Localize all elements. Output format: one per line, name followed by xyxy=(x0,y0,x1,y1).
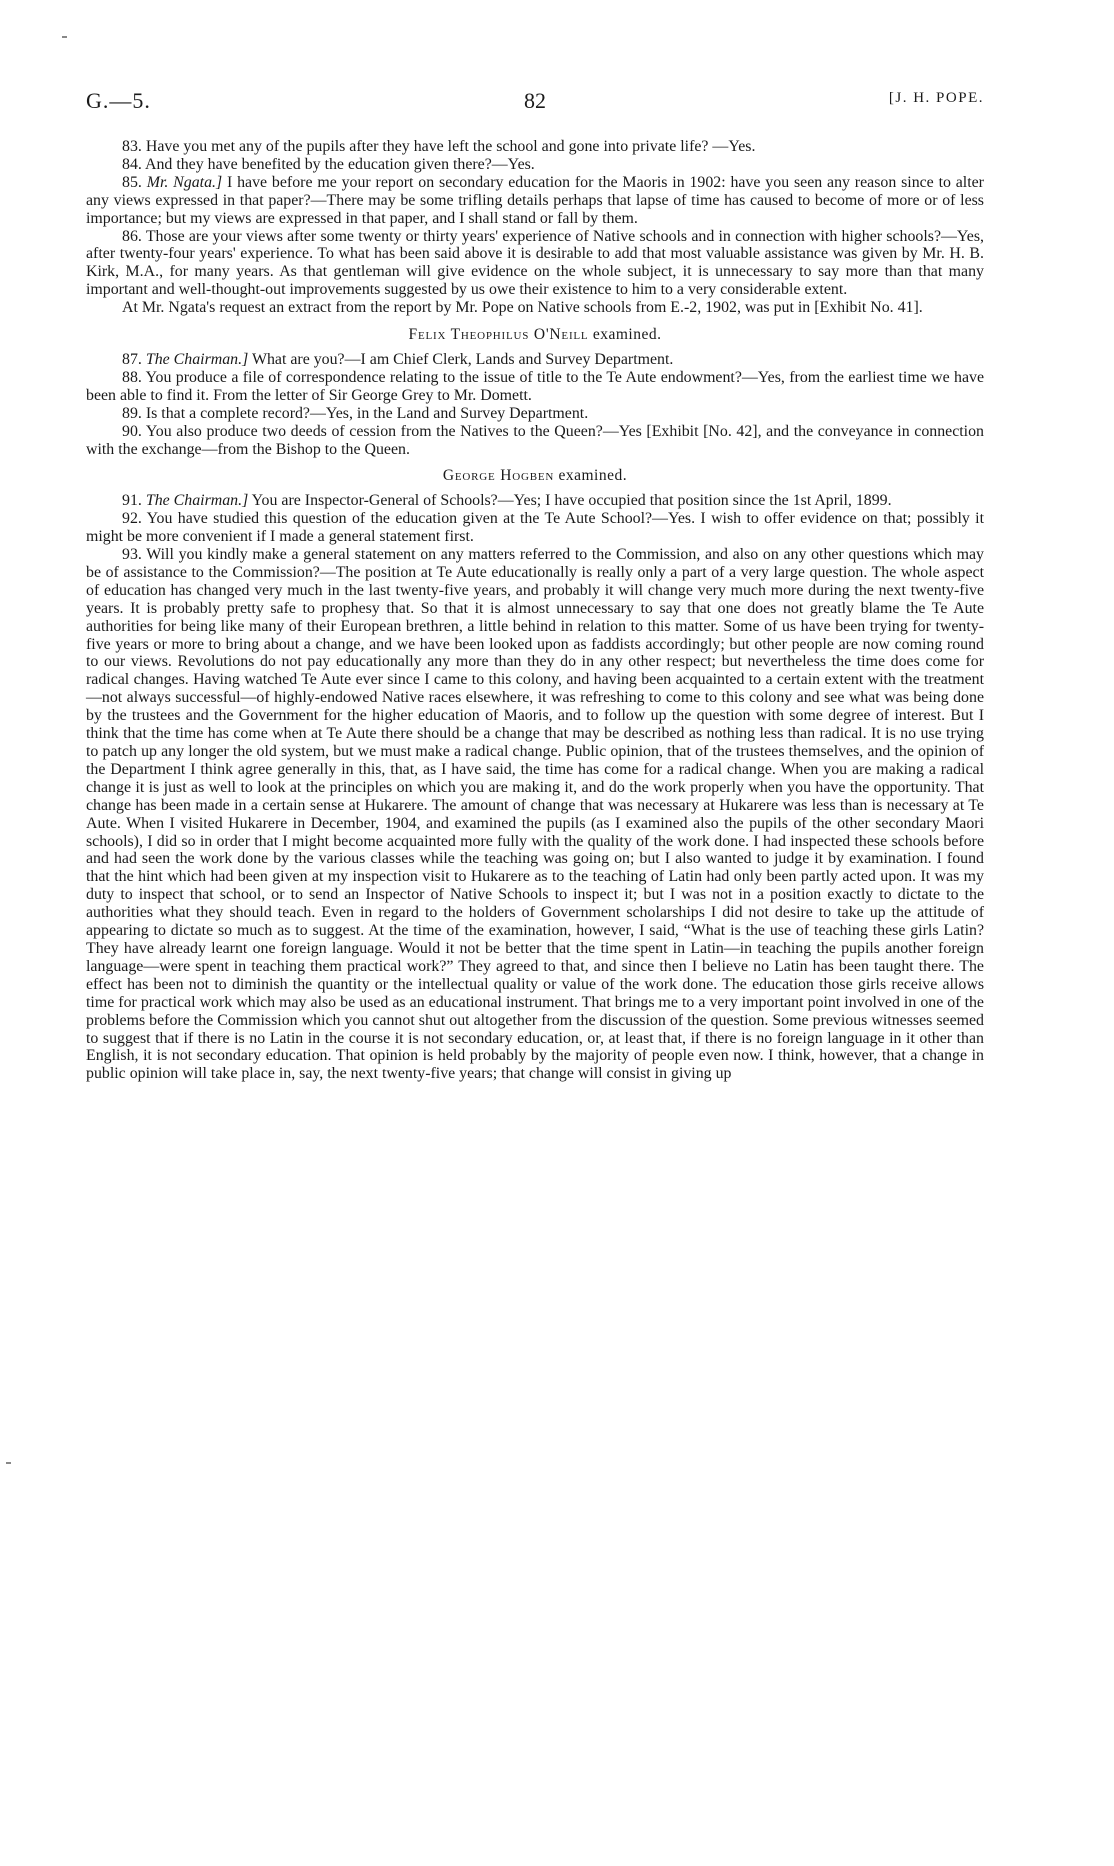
question-number: 83. xyxy=(122,138,142,155)
paragraph-text: At Mr. Ngata's request an extract from the report by Mr. Pope on Native schools from E.-2, 1902, was put in [Exhibit No. 41]. xyxy=(122,299,923,317)
scan-mark-left xyxy=(6,1462,11,1464)
paragraph-text: And they have benefited by the education given there?—Yes. xyxy=(144,155,535,173)
paragraph-text: What are you?—I am Chief Clerk, Lands and Survey Department. xyxy=(251,350,674,368)
paragraph-85 xyxy=(86,174,984,228)
witness-suffix: examined. xyxy=(592,326,662,344)
paragraph-text: You are Inspector-General of Schools?—Yes; I have occupied that position since the 1st April, 1899. xyxy=(251,492,892,510)
paragraph-text: Is that a complete record?—Yes, in the Land and Survey Department. xyxy=(145,404,589,422)
speaker-lead: Mr. Ngata.] xyxy=(146,173,223,191)
question-number: 85. xyxy=(122,173,142,191)
page-number: 82 xyxy=(524,88,546,113)
witness-heading-hogben xyxy=(86,467,984,485)
paragraph-84 xyxy=(86,156,984,174)
paragraph-90 xyxy=(86,423,984,459)
paragraph-text: You produce a file of correspondence relating to the issue of title to the Te Aute endowment?—Yes, from the earliest time we have been able to find it. From the letter of Sir George Grey to Mr. Domett. xyxy=(86,368,984,404)
witness-name: George Hogben xyxy=(442,467,555,485)
paragraph-86 xyxy=(86,228,984,300)
witness-running-head: [J. H. POPE. xyxy=(888,90,984,106)
paragraph-93 xyxy=(86,546,984,1083)
paragraph-text: You also produce two deeds of cession from the Natives to the Queen?—Yes [Exhibit [No. 42], and the conveyance in connection with the exchange—from the Bishop to the Queen. xyxy=(86,422,984,458)
paragraph-text: You have studied this question of the education given at the Te Aute School?—Yes. I wish to offer evidence on that; possibly it might be more convenient if I made a general statement first. xyxy=(86,510,984,546)
document-body xyxy=(86,138,984,1083)
question-number: 86. xyxy=(122,227,142,245)
paragraph-88 xyxy=(86,369,984,405)
paragraph-92 xyxy=(86,510,984,546)
question-number: 92. xyxy=(122,510,142,528)
speaker-lead: The Chairman.] xyxy=(145,492,249,510)
paragraph-text: Will you kindly make a general statement on any matters referred to the Commission, and also on any other questions which may be of assistance to the Commission?—The position at Te Aute educationally is really only a part of a very large question. The whole aspect of education has changed very much in the last twenty-five years, and probably it will change very much more during the next twenty-five years. It is probably pretty safe to prophesy that. So that it is almost unnecessary to say that one does not greatly blame the Te Aute authorities for being like many of their European brethren, a little behind in relation to this matter. Some of us have been trying for twenty-five years or more to bring about a change, and we have been looked upon as faddists accordingly; but other people are now coming round to our views. Revolutions do not pay educationally any more than they do in any other respect; but nevertheless the time does come for radical changes. Having watched Te Aute ever since I came to this colony, and having been acquainted to a certain extent with the treatment—not always successful—of highly-endowed Native races elsewhere, it was refreshing to come to this colony and see what was being done by the trustees and the Government for the higher education of Maoris, and to follow up the question with some degree of interest. But I think that the time has come when at Te Aute there should be a change that may be described as nothing less than radical. It is no use trying to patch up any longer the old system, but we must make a radical change. Public opinion, that of the trustees themselves, and the opinion of the Department I think agree generally in this, that, as I have said, the time has come for a radical change. When you are making a radical change it is just as well to look at the principles on which you are making it, and do the work properly when you have the opportunity. That change has been made in a certain sense at Hukarere. The amount of change that was necessary at Hukarere was less than is necessary at Te Aute. When I visited Hukarere in December, 1904, and examined the pupils (as I examined also the pupils of the other secondary Maori schools), I did so in order that I might become acquainted more fully with the quality of the work done. I had inspected these schools before and had seen the work done by the various classes while the teaching was going on; but I also wanted to judge it by examination. I found that the hint which had been given at my inspection visit to Hukarere as to the teaching of Latin had only been partly acted upon. It was my duty to inspect that school, or to send an Inspector of Native Schools to inspect it; but I was not in a position exactly to dictate to the authorities what they should teach. Even in regard to the holders of Government scholarships I did not desire to take up the attitude of appearing to dictate so much as to suggest. At the time of the examination, however, I said, “What is the use of teaching these girls Latin? They have already learnt one foreign language. Would it not be better that the time spent in Latin—in teaching the pupils another foreign language—were spent in teaching them practical work?” They agreed to that, and since then I believe no Latin has been taught there. The effect has been not to diminish the quantity or the intellectual quality or value of the work done. The education those girls receive allows time for practical work which may also be used as an educational instrument. That brings me to a very important point involved in one of the problems before the Commission which you cannot shut out altogether from the discussion of the question. Some previous witnesses seemed to suggest that if there is no Latin in the course it is not secondary education, or, at least that, if there is no foreign language in it other than English, it is not secondary education. That opinion is held probably by the majority of people even now. I think, however, that a change in public opinion will take place in, say, the next twenty-five years; that change will consist in giving up xyxy=(86,546,985,1083)
question-number: 90. xyxy=(122,422,142,440)
paragraph-text: Those are your views after some twenty or thirty years' experience of Native schools and in connection with higher schools?—Yes, after twenty-four years' experience. To what has been said above it is desirable to add that most valuable assistance was given by Mr. H. B. Kirk, M.A., for many years. As that gentleman will give evidence on the whole subject, it is unnecessary to say more than that many important and well-thought-out improvements suggested by us owe their existence to him to a very considerable extent. xyxy=(86,227,985,299)
paragraph-text: Have you met any of the pupils after they have left the school and gone into private life? —Yes. xyxy=(145,138,756,155)
paragraph-89 xyxy=(86,405,984,423)
question-number: 91. xyxy=(122,492,142,510)
paragraph-exhibit-note xyxy=(86,299,984,317)
witness-heading-oneill xyxy=(86,326,984,344)
paragraph-text: I have before me your report on secondary education for the Maoris in 1902: have you seen any reason since to alter any views expressed in that paper?—There may be some trifling details perhaps that lapse of time has caused to become of more or of less importance; but my views are expressed in that paper, and I shall stand or fall by them. xyxy=(86,173,984,227)
paragraph-87 xyxy=(86,351,984,369)
witness-suffix: examined. xyxy=(558,467,628,485)
document-code: G.—5. xyxy=(86,88,151,113)
question-number: 87. xyxy=(122,350,142,368)
question-number: 84. xyxy=(122,155,142,173)
paragraph-91 xyxy=(86,492,984,510)
question-number: 93. xyxy=(122,546,142,564)
question-number: 89. xyxy=(122,404,142,422)
speaker-lead: The Chairman.] xyxy=(145,350,249,368)
witness-name: Felix Theophilus O'Neill xyxy=(408,326,589,344)
paragraph-83 xyxy=(86,138,984,156)
page-header xyxy=(86,88,984,118)
question-number: 88. xyxy=(122,368,142,386)
scan-mark-top xyxy=(62,36,67,38)
